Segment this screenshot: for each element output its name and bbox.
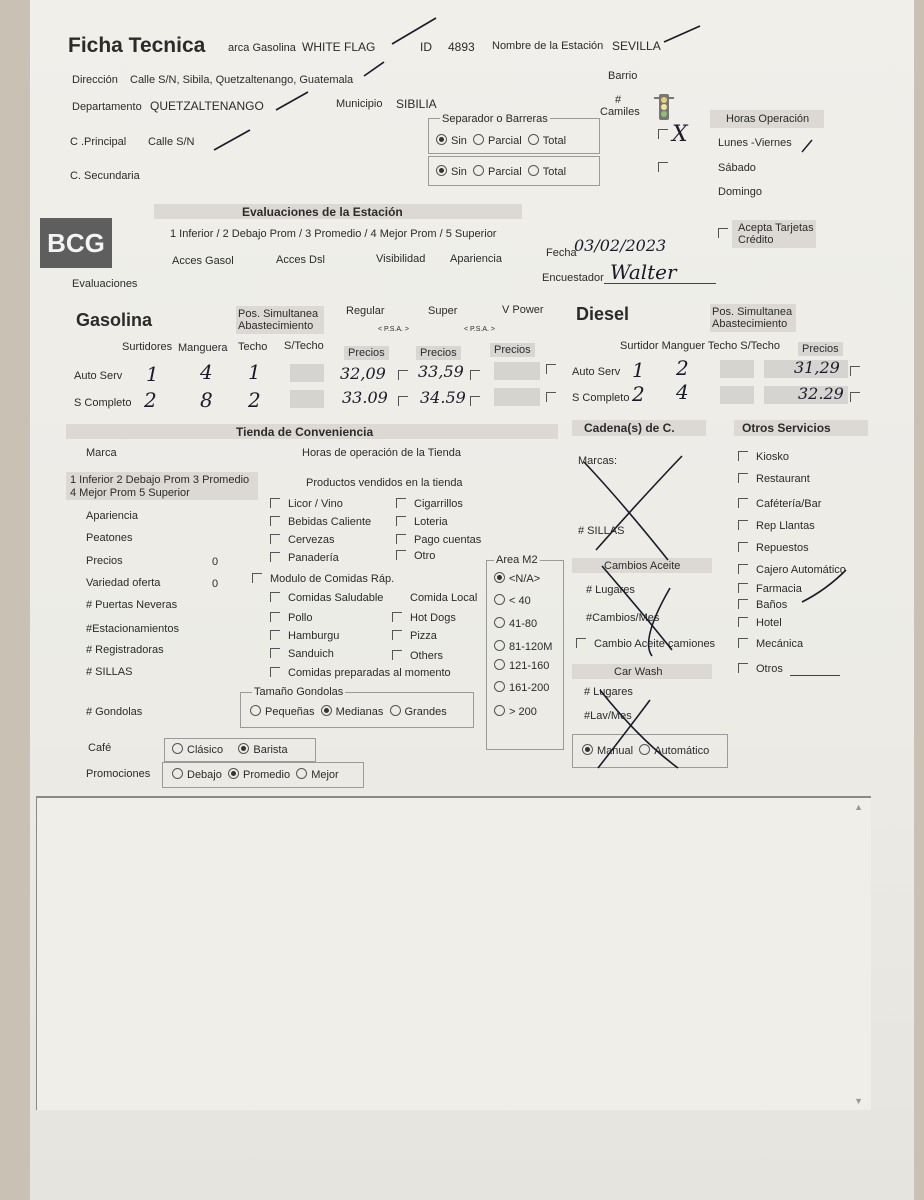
- precios-super-label: Precios: [416, 346, 461, 360]
- carwash-lugares-label: # Lugares: [584, 686, 633, 698]
- fecha-value[interactable]: 03/02/2023: [574, 236, 667, 255]
- id-label: ID: [420, 40, 432, 54]
- gas-possim-label: Pos. Simultanea Abastecimiento: [238, 308, 319, 332]
- otros-line: [790, 675, 840, 676]
- cervezas-label: Cervezas: [288, 534, 335, 546]
- eval-scale: 1 Inferior / 2 Debajo Prom / 3 Promedio / 4 Mejor Prom / 5 Superior: [170, 228, 497, 240]
- area-121-160-label: 121-160: [509, 660, 550, 672]
- row-sillas: # SILLAS: [86, 666, 133, 678]
- panaderia-label: Panadería: [288, 552, 339, 564]
- banos-checkbox[interactable]: [738, 599, 748, 609]
- dsl-cols: Surtidor Manguer Techo S/Techo: [620, 340, 780, 352]
- cprincipal-value[interactable]: Calle S/N: [148, 136, 195, 148]
- id-value[interactable]: 4893: [448, 40, 475, 54]
- others-label: Others: [410, 650, 444, 662]
- camiones-label: # Camiles: [600, 94, 640, 118]
- preparadas-label: Comidas preparadas al momento: [288, 667, 451, 679]
- dsl-autoserv-label: Auto Serv: [572, 366, 621, 378]
- row-gondolas: # Gondolas: [86, 706, 143, 718]
- diesel-title: Diesel: [576, 304, 630, 324]
- repuestos-checkbox[interactable]: [738, 542, 748, 552]
- col-manguera: Manguera: [178, 342, 228, 354]
- gas-sc-manguera[interactable]: 8: [200, 388, 213, 412]
- cafeteria-label: Cafétería/Bar: [756, 498, 822, 510]
- nombre-value[interactable]: SEVILLA: [612, 39, 661, 53]
- sabado-label: Sábado: [718, 162, 756, 174]
- municipio-value[interactable]: SIBILIA: [396, 97, 437, 111]
- promo-promedio-label: Promedio: [242, 769, 291, 781]
- gas-sc-surtidores[interactable]: 2: [144, 388, 157, 412]
- productos-label: Productos vendidos en la tienda: [306, 477, 463, 489]
- form-title: Ficha Tecnica: [68, 34, 206, 57]
- dsl-sc-price[interactable]: 32.29: [798, 384, 844, 403]
- apariencia-eval-label: Apariencia: [450, 253, 502, 265]
- precios-value[interactable]: 0: [212, 556, 219, 568]
- sanduich-label: Sanduich: [288, 648, 334, 660]
- gas-autoserv-label: Auto Serv: [74, 370, 123, 382]
- tienda-horas-label: Horas de operación de la Tienda: [302, 447, 461, 459]
- hotel-label: Hotel: [756, 617, 782, 629]
- carwash-lavmes-label: #Lav/Mes: [584, 710, 632, 722]
- row-apariencia: Apariencia: [86, 510, 138, 522]
- area-161-200-label: 161-200: [509, 682, 550, 694]
- cafe-barista-label: Barista: [253, 744, 288, 756]
- marca-value[interactable]: WHITE FLAG: [302, 40, 376, 54]
- licor-label: Licor / Vino: [288, 498, 343, 510]
- promociones-label: Promociones: [86, 768, 151, 780]
- hotel-checkbox[interactable]: [738, 617, 748, 627]
- col-stecho: S/Techo: [284, 340, 324, 352]
- encuestador-value[interactable]: Walter: [610, 260, 677, 284]
- separador-label: Separador o Barreras: [442, 113, 548, 125]
- scroll-up-icon[interactable]: ▲: [854, 802, 863, 812]
- vpower-label: V Power: [502, 304, 544, 316]
- psa-regular: < P.S.A. >: [378, 326, 410, 333]
- area-200-label: > 200: [509, 706, 537, 718]
- pollo-label: Pollo: [288, 612, 313, 624]
- cajero-checkbox[interactable]: [738, 564, 748, 574]
- cafe-clasico-label: Clásico: [187, 744, 224, 756]
- area-na-label: <N/A>: [509, 573, 541, 585]
- depto-label: Departamento: [72, 101, 142, 113]
- camiones-mark: X: [672, 122, 688, 147]
- row-registradoras: # Registradoras: [86, 644, 164, 656]
- otros-label: Otros: [756, 663, 783, 675]
- precios-regular-label: Precios: [344, 346, 389, 360]
- gas-as-super-price[interactable]: 33,59: [418, 362, 464, 381]
- hamburgu-label: Hamburgu: [288, 630, 340, 642]
- dsl-as-manguera[interactable]: 2: [676, 356, 689, 380]
- bcg-logo: BCG: [40, 218, 112, 268]
- wash-auto-label: Automático: [654, 745, 710, 757]
- row-variedad: Variedad oferta: [86, 577, 161, 589]
- fecha-label: Fecha: [546, 247, 577, 259]
- gond-grandes-label: Grandes: [404, 706, 447, 718]
- gond-pequenas-label: Pequeñas: [265, 706, 315, 718]
- regular-label: Regular: [346, 305, 385, 317]
- tienda-scale-1: 1 Inferior 2 Debajo Prom 3 Promedio: [70, 474, 250, 486]
- gas-as-manguera[interactable]: 4: [200, 360, 213, 384]
- area-81-120-label: 81-120M: [509, 641, 553, 653]
- cadena-marcas-label: Marcas:: [578, 455, 618, 467]
- gas-sc-techo[interactable]: 2: [248, 388, 261, 412]
- direccion-value[interactable]: Calle S/N, Sibila, Quetzaltenango, Guatemala: [130, 74, 354, 86]
- barrio-label: Barrio: [608, 70, 638, 82]
- dsl-sc-manguera[interactable]: 4: [676, 380, 689, 404]
- area-40-label: < 40: [509, 595, 531, 607]
- dsl-sc-surtidor[interactable]: 2: [632, 382, 645, 406]
- gasolina-title: Gasolina: [76, 310, 153, 330]
- cadena-title: Cadena(s) de C.: [584, 421, 675, 435]
- gas-sc-regular-price[interactable]: 33.09: [342, 388, 388, 407]
- marca-label: arca Gasolina: [228, 42, 296, 54]
- gas-scompleto-label: S Completo: [74, 397, 132, 409]
- row-estacionamientos: #Estacionamientos: [86, 623, 179, 635]
- cambios-mes-label: #Cambios/Mes: [586, 612, 660, 624]
- sep2-parcial-label: Parcial: [488, 166, 522, 178]
- cafeteria-checkbox[interactable]: [738, 498, 748, 508]
- direccion-label: Dirección: [72, 74, 118, 86]
- loteria-label: Loteria: [414, 516, 448, 528]
- otros-title: Otros Servicios: [742, 421, 831, 435]
- cafe-label: Café: [88, 742, 112, 754]
- precios-vpower-label: Precios: [490, 343, 535, 357]
- acces-dsl-label: Acces Dsl: [276, 254, 325, 266]
- scroll-down-icon[interactable]: ▼: [854, 1096, 863, 1106]
- kiosko-checkbox[interactable]: [738, 451, 748, 461]
- gondolas-title: Tamaño Gondolas: [254, 686, 344, 698]
- horas-label: Horas Operación: [726, 113, 810, 125]
- cambio-camiones-label: Cambio Aceite camiones: [594, 638, 716, 650]
- col-techo: Techo: [238, 341, 268, 353]
- acces-gasol-label: Acces Gasol: [172, 255, 234, 267]
- gond-medianas-label: Medianas: [335, 706, 384, 718]
- evaluaciones-label: Evaluaciones: [72, 278, 138, 290]
- repuestos-label: Repuestos: [756, 542, 809, 554]
- notes-textarea[interactable]: [36, 796, 871, 1110]
- bebidas-label: Bebidas Caliente: [288, 516, 372, 528]
- cigarrillos-label: Cigarrillos: [414, 498, 463, 510]
- visibilidad-label: Visibilidad: [376, 253, 426, 265]
- restaurant-label: Restaurant: [756, 473, 810, 485]
- eval-title: Evaluaciones de la Estación: [242, 205, 403, 219]
- cambios-lugares-label: # Lugares: [586, 584, 635, 596]
- banos-label: Baños: [756, 599, 788, 611]
- depto-value[interactable]: QUETZALTENANGO: [150, 99, 264, 113]
- area-41-80-label: 41-80: [509, 618, 538, 630]
- kiosko-label: Kiosko: [756, 451, 790, 463]
- gas-as-surtidores[interactable]: 1: [146, 362, 159, 386]
- municipio-label: Municipio: [336, 98, 383, 110]
- saludable-label: Comidas Saludable: [288, 592, 384, 604]
- dsl-precios-label: Precios: [798, 342, 843, 356]
- hotdogs-label: Hot Dogs: [410, 612, 456, 624]
- gas-sc-super-price[interactable]: 34.59: [420, 388, 466, 407]
- row-peatones: Peatones: [86, 532, 133, 544]
- otro-label: Otro: [414, 550, 436, 562]
- dsl-possim-label: Pos. Simultanea Abastecimiento: [712, 306, 793, 330]
- encuestador-label: Encuestador: [542, 272, 604, 284]
- cprincipal-label: C .Principal: [70, 136, 127, 148]
- dsl-as-surtidor[interactable]: 1: [632, 358, 645, 382]
- sep-sin-label: Sin: [451, 135, 467, 147]
- farmacia-checkbox[interactable]: [738, 583, 748, 593]
- cajero-label: Cajero Automático: [756, 564, 846, 576]
- promo-mejor-label: Mejor: [311, 769, 339, 781]
- modulo-label: Modulo de Comidas Ráp.: [270, 573, 395, 585]
- domingo-label: Domingo: [718, 186, 763, 198]
- nombre-label: Nombre de la Estación: [492, 40, 604, 52]
- lunes-label: Lunes -Viernes: [718, 137, 792, 149]
- pago-label: Pago cuentas: [414, 534, 482, 546]
- carwash-title: Car Wash: [614, 666, 663, 678]
- farmacia-label: Farmacia: [756, 583, 802, 595]
- mecanica-checkbox[interactable]: [738, 638, 748, 648]
- pizza-label: Pizza: [410, 630, 437, 642]
- psa-super: < P.S.A. >: [464, 326, 496, 333]
- restaurant-checkbox[interactable]: [738, 473, 748, 483]
- area-title: Area M2: [496, 554, 538, 566]
- comida-local-label: Comida Local: [410, 592, 478, 604]
- cadena-sillas-label: # SILLAS: [578, 525, 625, 537]
- dsl-as-price[interactable]: 31,29: [794, 358, 840, 377]
- dsl-scompleto-label: S Completo: [572, 392, 630, 404]
- tienda-title: Tienda de Conveniencia: [236, 425, 374, 439]
- promo-debajo-label: Debajo: [187, 769, 222, 781]
- sep2-total-label: Total: [542, 166, 567, 178]
- gas-as-techo[interactable]: 1: [248, 360, 261, 384]
- col-surtidores: Surtidores: [122, 341, 173, 353]
- sep-parcial-label: Parcial: [488, 135, 522, 147]
- super-label: Super: [428, 305, 458, 317]
- tienda-marca-label: Marca: [86, 447, 117, 459]
- cambios-title: Cambios Aceite: [604, 560, 681, 572]
- gas-as-regular-price[interactable]: 32,09: [340, 364, 386, 383]
- row-puertas: # Puertas Neveras: [86, 599, 178, 611]
- sep2-sin-label: Sin: [451, 166, 467, 178]
- sep-total-label: Total: [542, 135, 567, 147]
- llantas-checkbox[interactable]: [738, 520, 748, 530]
- variedad-value[interactable]: 0: [212, 578, 219, 590]
- llantas-label: Rep Llantas: [756, 520, 815, 532]
- wash-manual-label: Manual: [597, 745, 634, 757]
- mecanica-label: Mecánica: [756, 638, 804, 650]
- tienda-scale-2: 4 Mejor Prom 5 Superior: [70, 487, 190, 499]
- acepta-label: Acepta Tarjetas Crédito: [738, 222, 814, 246]
- row-precios: Precios: [86, 555, 123, 567]
- csecundaria-label: C. Secundaria: [70, 170, 140, 182]
- otros-checkbox[interactable]: [738, 663, 748, 673]
